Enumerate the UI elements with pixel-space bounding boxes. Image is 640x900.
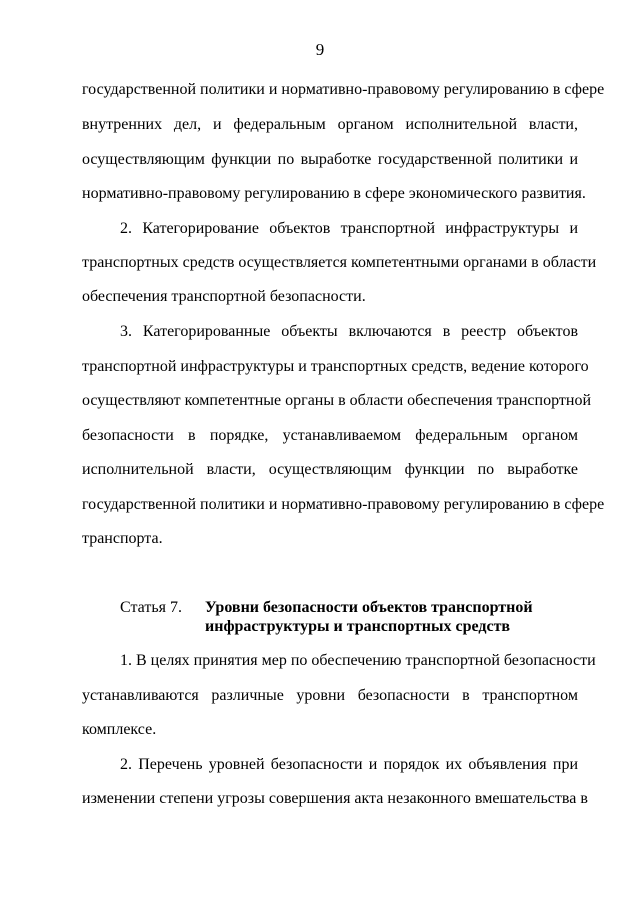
text-line: комплексе. (82, 721, 157, 738)
text-line: безопасности в порядке, устанавливаемом федеральным органом (82, 427, 578, 444)
text-line: транспортной инфраструктуры и транспортных средств, ведение которого (82, 358, 589, 375)
article-label: Статья 7. (120, 599, 182, 616)
text-line: обеспечения транспортной безопасности. (82, 288, 366, 305)
text-line: исполнительной власти, осуществляющим функции по выработке (82, 461, 578, 478)
text-line: внутренних дел, и федеральным органом исполнительной власти, (82, 116, 578, 133)
text-line: 2. Перечень уровней безопасности и порядок их объявления при (120, 756, 578, 773)
text-line: транспортных средств осуществляется компетентными органами в области (82, 254, 597, 271)
page-number: 9 (315, 40, 325, 59)
text-line: нормативно-правовому регулированию в сфере экономического развития. (82, 185, 586, 202)
text-line: государственной политики и нормативно-правовому регулированию в сфере (82, 496, 605, 513)
text-line: изменении степени угрозы совершения акта незаконного вмешательства в (82, 790, 588, 807)
article-title-line: инфраструктуры и транспортных средств (205, 618, 511, 635)
text-line: 2. Категорирование объектов транспортной инфраструктуры и (120, 220, 578, 237)
text-line: государственной политики и нормативно-правовому регулированию в сфере (82, 81, 605, 98)
text-line: устанавливаются различные уровни безопасности в транспортном (82, 687, 578, 704)
text-line: 3. Категорированные объекты включаются в реестр объектов (120, 323, 578, 340)
text-line: транспорта. (82, 530, 163, 547)
text-line: осуществляют компетентные органы в области обеспечения транспортной (82, 392, 591, 409)
article-title-line: Уровни безопасности объектов транспортной (205, 599, 533, 616)
text-line: 1. В целях принятия мер по обеспечению транспортной безопасности (120, 652, 596, 669)
text-line: осуществляющим функции по выработке государственной политики и (82, 151, 578, 168)
